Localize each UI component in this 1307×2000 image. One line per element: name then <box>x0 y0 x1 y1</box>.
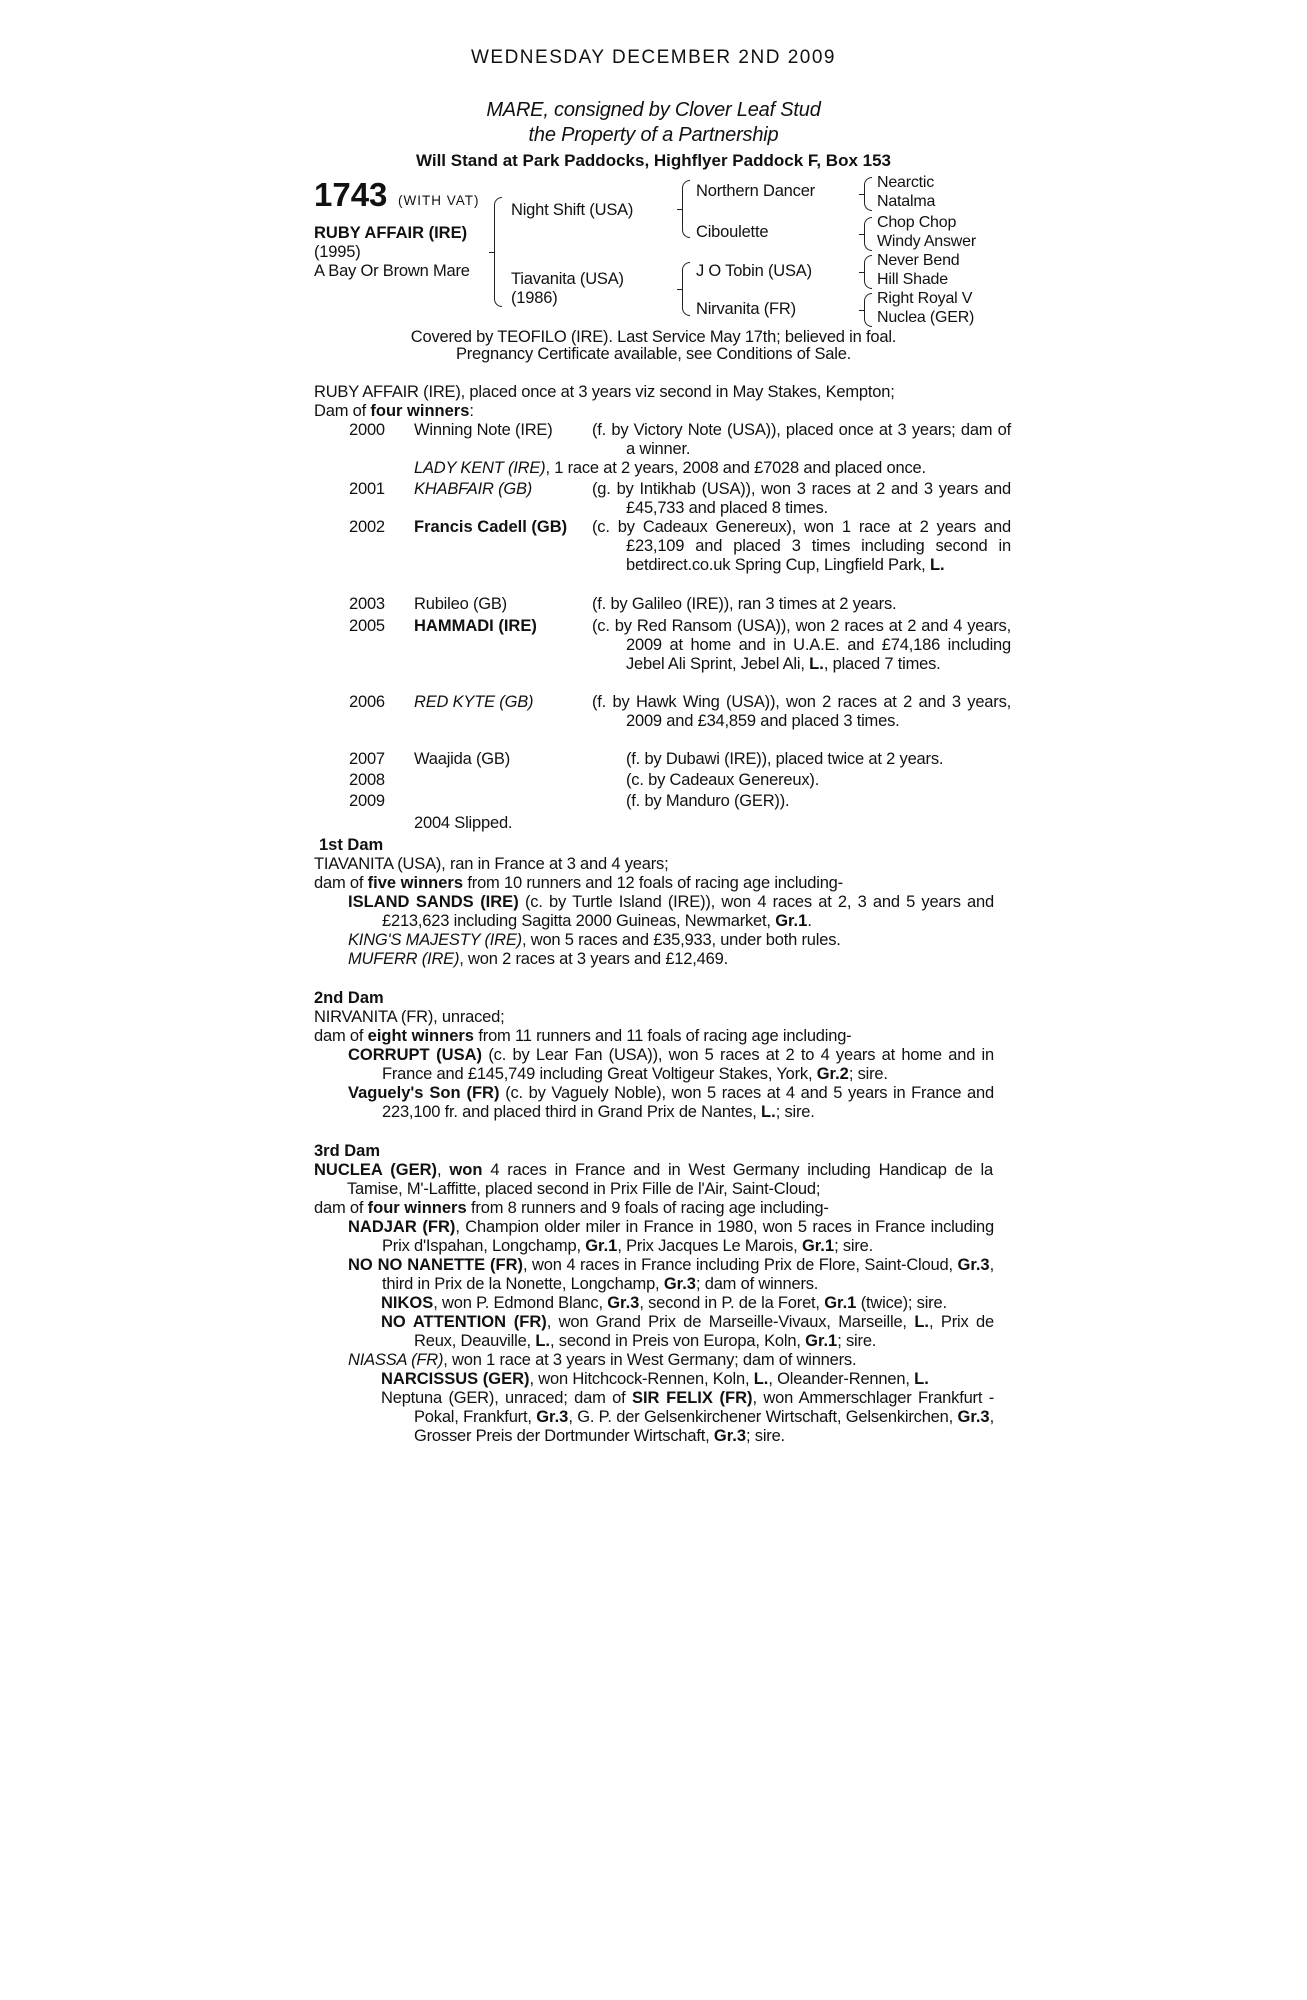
sale-date: WEDNESDAY DECEMBER 2ND 2009 <box>470 47 836 68</box>
dam-sire: J O Tobin (USA) <box>696 262 812 280</box>
brace-sd <box>864 217 872 251</box>
brace-dd <box>864 293 872 327</box>
first-dam-dam-of: dam of five winners from 10 runners and 12 foals of racing age including- <box>314 874 843 892</box>
progeny-year: 2002 <box>349 518 385 536</box>
first-dam-entry: KING'S MAJESTY (IRE), won 5 races and £35,933, under both rules. <box>348 931 841 949</box>
lot-number: 1743 <box>314 176 388 213</box>
dam-sire-dam: Hill Shade <box>877 271 948 288</box>
third-dam-entry: NO NO NANETTE (FR), won 4 races in France including Prix de Flore, Saint-Cloud, Gr.3, third in Prix de la Nonette, Longchamp, Gr.3; dam of winners. <box>348 1256 994 1294</box>
stand-location: Will Stand at Park Paddocks, Highflyer Paddock F, Box 153 <box>415 151 892 170</box>
brace-ss <box>864 177 872 211</box>
third-dam-summary: NUCLEA (GER), won 4 races in France and in West Germany including Handicap de la Tamise, M'-Laffitte, placed second in Prix Fille de l'Air, Saint-Cloud; <box>314 1161 993 1199</box>
horse-name: RUBY AFFAIR (IRE) <box>314 224 468 242</box>
first-dam-entry: ISLAND SANDS (IRE) (c. by Turtle Island (IRE)), won 4 races at 2, 3 and 5 years and £213,623 including Sagitta 2000 Guineas, Newmarket, Gr.1. <box>348 893 994 931</box>
dam-sire-sire: Never Bend <box>877 252 960 269</box>
progeny-year: 2005 <box>349 617 385 635</box>
sire-dam-dam: Windy Answer <box>877 233 976 250</box>
dam-dam-sire: Right Royal V <box>877 290 973 307</box>
third-dam-entry: NIKOS, won P. Edmond Blanc, Gr.3, second in P. de la Foret, Gr.1 (twice); sire. <box>381 1294 947 1312</box>
progeny-name: KHABFAIR (GB) <box>414 480 533 498</box>
progeny-desc: (f. by Galileo (IRE)), ran 3 times at 2 years. <box>592 595 897 613</box>
second-dam-entry: Vaguely's Son (FR) (c. by Vaguely Noble), won 5 races at 4 and 5 years in France and 223,100 fr. and placed third in Grand Prix de Nantes, L.; sire. <box>348 1084 994 1122</box>
progeny-desc: (f. by Hawk Wing (USA)), won 2 races at 2 and 3 years, 2009 and £34,859 and placed 3 times. <box>592 693 1011 731</box>
property-line: the Property of a Partnership <box>528 124 779 146</box>
sire-dam: Ciboulette <box>696 223 769 241</box>
third-dam-entry: NADJAR (FR), Champion older miler in France in 1980, won 5 races in France including Prix d'Ispahan, Longchamp, Gr.1, Prix Jacques Le Marois, Gr.1; sire. <box>348 1218 995 1256</box>
progeny-desc: (c. by Red Ransom (USA)), won 2 races at 2 and 4 years, 2009 at home and in U.A.E. and £74,186 including Jebel Ali Sprint, Jebel Ali, L., placed 7 times. <box>592 617 1011 674</box>
second-dam-heading: 2nd Dam <box>314 989 384 1007</box>
first-dam-entry: MUFERR (IRE), won 2 races at 3 years and £12,469. <box>348 950 728 968</box>
sire-sire-dam: Natalma <box>877 193 936 210</box>
second-dam-entry: CORRUPT (USA) (c. by Lear Fan (USA)), won 5 races at 2 to 4 years at home and in France and £145,749 including Great Voltigeur Stakes, York, Gr.2; sire. <box>348 1046 994 1084</box>
third-dam-entry: NARCISSUS (GER), won Hitchcock-Rennen, Koln, L., Oleander-Rennen, L. <box>381 1370 929 1388</box>
progeny-desc: (f. by Dubawi (IRE)), placed twice at 2 years. <box>626 750 944 768</box>
progeny-name: Winning Note (IRE) <box>414 421 553 439</box>
mare-summary: RUBY AFFAIR (IRE), placed once at 3 years viz second in May Stakes, Kempton; <box>314 383 895 401</box>
sire-dam-sire: Chop Chop <box>877 214 957 231</box>
progeny-year: 2008 <box>349 771 385 789</box>
second-dam-summary: NIRVANITA (FR), unraced; <box>314 1008 505 1026</box>
progeny-name: Waajida (GB) <box>414 750 511 768</box>
sire: Night Shift (USA) <box>511 201 634 219</box>
progeny-year: 2000 <box>349 421 385 439</box>
progeny-desc: (f. by Manduro (GER)). <box>626 792 790 810</box>
covered-line: Covered by TEOFILO (IRE). Last Service May 17th; believed in foal. <box>410 328 897 346</box>
second-dam-dam-of: dam of eight winners from 11 runners and 11 foals of racing age including- <box>314 1027 852 1045</box>
progeny-sub: LADY KENT (IRE), 1 race at 2 years, 2008 and £7028 and placed once. <box>414 459 926 477</box>
horse-description: A Bay Or Brown Mare <box>314 262 470 280</box>
vat-note: (WITH VAT) <box>398 193 480 208</box>
first-dam-summary: TIAVANITA (USA), ran in France at 3 and 4 years; <box>314 855 669 873</box>
first-dam-heading: 1st Dam <box>319 836 384 854</box>
dam-year: (1986) <box>511 289 558 307</box>
brace-ds <box>864 255 872 289</box>
dam-of-line: Dam of four winners: <box>314 402 474 420</box>
progeny-desc: (g. by Intikhab (USA)), won 3 races at 2 and 3 years and £45,733 and placed 8 times. <box>592 480 1011 518</box>
progeny-name: RED KYTE (GB) <box>414 693 534 711</box>
consignor-line: MARE, consigned by Clover Leaf Stud <box>486 99 821 121</box>
progeny-name: HAMMADI (IRE) <box>414 617 537 635</box>
third-dam-entry: Neptuna (GER), unraced; dam of SIR FELIX (FR), won Ammerschlager Frankfurt - Pokal, Frankfurt, Gr.3, G. P. der Gelsenkirchener Wirtschaft, Gelsenkirchen, Gr.3, Grosser Preis der Dortmunder Wirtschaft, Gr.3; sire. <box>381 1389 994 1446</box>
progeny-year: 2003 <box>349 595 385 613</box>
progeny-year: 2006 <box>349 693 385 711</box>
third-dam-dam-of: dam of four winners from 8 runners and 9 foals of racing age including- <box>314 1199 829 1217</box>
sire-sire-sire: Nearctic <box>877 174 935 191</box>
third-dam-heading: 3rd Dam <box>314 1142 381 1160</box>
brace-sire <box>682 180 690 238</box>
progeny-year: 2009 <box>349 792 385 810</box>
progeny-note: 2004 Slipped. <box>414 814 513 832</box>
progeny-desc: (c. by Cadeaux Genereux), won 1 race at 2 years and £23,109 and placed 3 times including second in betdirect.co.uk Spring Cup, Lingfield Park, L. <box>592 518 1011 575</box>
dam-dam: Nirvanita (FR) <box>696 300 796 318</box>
third-dam-entry: NO ATTENTION (FR), won Grand Prix de Marseille-Vivaux, Marseille, L., Prix de Reux, Deauville, L., second in Preis von Europa, Koln, Gr.1; sire. <box>381 1313 994 1351</box>
brace-dam <box>682 262 690 316</box>
progeny-name: Francis Cadell (GB) <box>414 518 568 536</box>
horse-year: (1995) <box>314 243 361 261</box>
brace-main <box>494 197 502 307</box>
dam: Tiavanita (USA) <box>511 270 624 288</box>
dam-dam-dam: Nuclea (GER) <box>877 309 975 326</box>
progeny-year: 2001 <box>349 480 385 498</box>
progeny-year: 2007 <box>349 750 385 768</box>
progeny-desc: (c. by Cadeaux Genereux). <box>626 771 820 789</box>
third-dam-entry: NIASSA (FR), won 1 race at 3 years in West Germany; dam of winners. <box>348 1351 857 1369</box>
sire-sire: Northern Dancer <box>696 182 815 200</box>
certificate-line: Pregnancy Certificate available, see Conditions of Sale. <box>455 345 852 363</box>
progeny-desc: (f. by Victory Note (USA)), placed once at 3 years; dam of a winner. <box>592 421 1011 459</box>
progeny-name: Rubileo (GB) <box>414 595 507 613</box>
